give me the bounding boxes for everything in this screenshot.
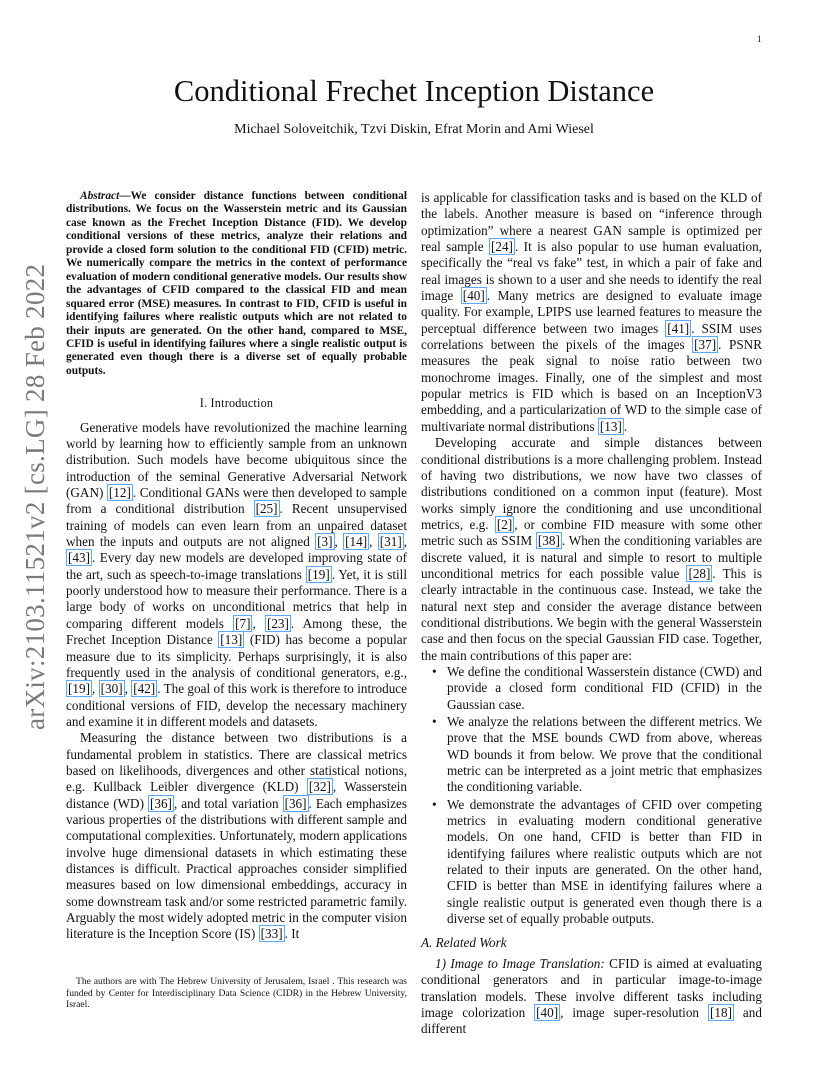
- citation-link[interactable]: [24]: [490, 239, 513, 255]
- intro-paragraph-3: Developing accurate and simple distances between conditional distributions is a more challenging problem. Instead of having two distributions, we now have two classes of distributions conditioned on a common input (feature). Most works simply ignore the conditioning and use unconditional metrics, e.g. [2] , or combine FID measure with some other metric such as SSIM [38] . When the conditioning variables are discrete valued, it is natural and simple to resort to multiple unconditional metrics for each possible value [28] . This is clearly intractable in the continuous case. Instead, we take the natural next step and consider the average distance between conditional distributions. We begin with the general Wasserstein case and then focus on the special Gaussian FID case. Together, the main contributions of this paper are:: [421, 435, 762, 663]
- intro-paragraph-2: Measuring the distance between two distributions is a fundamental problem in statistics. There are classical metrics based on likelihoods, divergences and other statistical notions, e.g. Kullback Leibler divergence (KLD) [32] , Wasserstein distance (WD) [36] , and total variation [36] . Each emphasizes various properties of the distributions with different sample and computational complexities. Unfortunately, modern applications involve huge dimensional datasets in which estimating these distances is difficult. Practical approaches consider simplified measures based on low dimensional embeddings, accuracy in some downstream task and/or some restricted parametric family. Arguably the most widely adopted metric in the computer vision literature is the Inception Score (IS) [33] . It: [66, 730, 407, 942]
- abstract: [66, 190, 407, 378]
- left-column: [66, 190, 407, 943]
- page-number: 1: [757, 34, 762, 44]
- citation-link[interactable]: [43]: [68, 550, 90, 566]
- citation-link[interactable]: [31]: [379, 534, 402, 550]
- citation-link[interactable]: [33]: [260, 926, 283, 942]
- footnote: The authors are with The Hebrew University of Jerusalem, Israel . This research was funded by Center for Interdisciplinary Data Science (CIDR) in the Hebrew University, Israel.: [66, 976, 407, 1010]
- citation-link[interactable]: [12]: [108, 485, 131, 501]
- citation-link[interactable]: [40]: [536, 1004, 559, 1020]
- right-column: [421, 190, 762, 1038]
- citation-link[interactable]: [13]: [220, 632, 243, 648]
- citation-link[interactable]: [3]: [317, 534, 333, 550]
- citation-link[interactable]: [30]: [100, 681, 123, 697]
- list-item: • We demonstrate the advantages of CFID over competing metrics in evaluating modern conditional generative models. On one hand, CFID is better than FID in identifying failures where realistic outputs which are not related to their inputs are generated. On the other hand, CFID is better than MSE in identifying failures where a single realistic output is generated even though there is a diverse set of equally probable outputs.: [447, 797, 762, 928]
- citation-link[interactable]: [32]: [308, 779, 331, 795]
- citation-link[interactable]: [14]: [345, 534, 368, 550]
- citation-link[interactable]: [19]: [307, 566, 330, 582]
- citation-link[interactable]: [19]: [68, 681, 90, 697]
- citation-link[interactable]: [38]: [537, 533, 560, 549]
- citation-link[interactable]: [28]: [688, 565, 711, 581]
- abstract-text: —We consider distance functions between conditional distributions. We focus on the Wasserstein metric and its Gaussian case known as the Frechet Inception Distance (FID). We develop conditional versions of these metrics, analyze their relations and provide a closed form solution to the conditional FID (CFID) metric. We numerically compare the metrics in the context of performance evaluation of modern conditional generative models. Our results show the advantages of CFID compared to the classical FID and mean squared error (MSE) measures. In contrast to FID, CFID is useful in identifying failures where realistic outputs which are not related to their inputs are generated. On the other hand, compared to MSE, CFID is useful in identifying failures where a single realistic output is generated even though there is a diverse set of equally probable outputs.: [66, 190, 407, 377]
- related-work-paragraph-1: 1) Image to Image Translation: CFID is aimed at evaluating conditional generators and in particular image-to-image translation models. These involve different tasks including image colorization [40] , image super-resolution [18] and different: [421, 955, 762, 1037]
- subsubsection-heading: 1) Image to Image Translation:: [435, 955, 605, 971]
- citation-link[interactable]: [23]: [266, 615, 289, 631]
- abstract-label: Abstract: [80, 190, 120, 202]
- list-item: • We define the conditional Wasserstein distance (CWD) and provide a closed form conditional FID (CFID) in the Gaussian case.: [447, 664, 762, 713]
- list-item: • We analyze the relations between the different metrics. We prove that the MSE bounds CWD from above, whereas WD bounds it from below. We prove that the conditional metric can be interpreted as a joint metric that emphasizes the conditioning variable.: [447, 714, 762, 796]
- citation-link[interactable]: [36]: [149, 795, 172, 811]
- arxiv-stamp[interactable]: arXiv:2103.11521v2 [cs.LG] 28 Feb 2022: [20, 263, 50, 730]
- section-heading-introduction: I. Introduction: [199, 396, 274, 411]
- citation-link[interactable]: [2]: [496, 516, 513, 532]
- citation-link[interactable]: [41]: [667, 320, 690, 336]
- intro-paragraph-2-continued: is applicable for classification tasks and is based on the KLD of the labels. Another measure is based on “inference through optimization” where a nearest GAN sample is optimized per real sample [24] . It is also popular to use human evaluation, specifically the “real vs fake” test, in which a pair of fake and real images is shown to a user and she needs to identify the real image [40] . Many metrics are designed to evaluate image quality. For example, LPIPS use learned features to measure the perceptual difference between two images [41] . SSIM uses correlations between the pixels of the images [37] . PSNR measures the peak signal to noise ratio between two monochrome images. Finally, one of the simplest and most popular metrics is FID which is based on an InceptionV3 embedding, and a particularization of WD to the simple case of multivariate normal distributions [13] .: [421, 190, 763, 434]
- subsection-heading-related-work: A. Related Work: [421, 935, 507, 951]
- citation-link[interactable]: [18]: [709, 1004, 732, 1020]
- citation-link[interactable]: [25]: [255, 501, 278, 517]
- citation-link[interactable]: [40]: [462, 288, 485, 304]
- citation-link[interactable]: [42]: [133, 681, 156, 697]
- citation-link[interactable]: [37]: [694, 337, 717, 353]
- paper-title: Conditional Frechet Inception Distance: [173, 74, 655, 108]
- intro-paragraph-1: Generative models have revolutionized the machine learning world by learning how to efficiently sample from an unknown distribution. Such models have become ubiquitous since the introduction of the seminal Generative Adversarial Network (GAN) [12] . Conditional GANs were then developed to sample from a conditional distribution [25] . Recent unsupervised training of models can even learn from an unpaired dataset when the inputs and outputs are not aligned [3] , [14] , [31] , [43] . Every day new models are developed improving state of the art, such as speech-to-image translations [19] . Yet, it is still poorly understood how to measure their performance. There is a large body of works on unconditional metrics that help in comparing different models [7] , [23] . Among these, the Frechet Inception Distance [13] (FID) has become a popular measure due to its simplicity. Perhaps surprisingly, it is also frequently used in the analysis of conditional generators, e.g., [19] , [30] , [42] . The goal of this work is therefore to introduce conditional versions of FID, develop the necessary machinery and examine it in different models and datasets.: [66, 419, 408, 729]
- citation-link[interactable]: [36]: [284, 795, 307, 811]
- contributions-list: [421, 664, 762, 928]
- author-list: Michael Soloveitchik, Tzvi Diskin, Efrat Morin and Ami Wiesel: [234, 122, 594, 137]
- citation-link[interactable]: [13]: [599, 418, 622, 434]
- citation-link[interactable]: [7]: [235, 615, 251, 631]
